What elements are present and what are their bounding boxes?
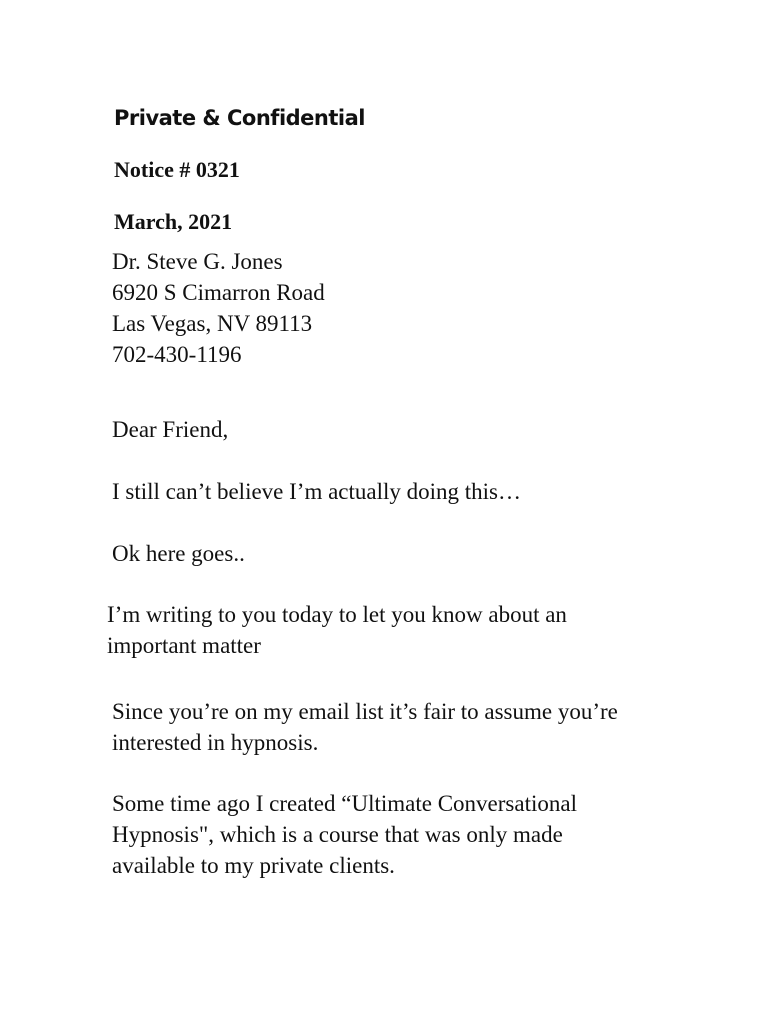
- letter-date: March, 2021: [114, 209, 233, 234]
- paragraph-2: Ok here goes..: [112, 541, 245, 566]
- salutation: Dear Friend,: [112, 417, 229, 442]
- paragraph-5-line: available to my private clients.: [112, 853, 395, 878]
- paragraph-1: I still can’t believe I’m actually doing this…: [112, 479, 522, 504]
- sender-city: Las Vegas, NV 89113: [112, 311, 313, 336]
- sender-name: Dr. Steve G. Jones: [112, 249, 283, 274]
- paragraph-5: [112, 788, 577, 881]
- notice-number: Notice # 0321: [114, 157, 240, 182]
- sender-phone: 702-430-1196: [112, 342, 242, 367]
- sender-street: 6920 S Cimarron Road: [112, 280, 325, 305]
- paragraph-5-line: Hypnosis", which is a course that was only made: [112, 822, 563, 847]
- paragraph-4-line: interested in hypnosis.: [112, 730, 319, 755]
- sender-address: [112, 246, 325, 370]
- paragraph-4-line: Since you’re on my email list it’s fair to assume you’re: [112, 699, 618, 724]
- paragraph-3-line: important matter: [107, 633, 261, 658]
- paragraph-3: [107, 599, 567, 661]
- paragraph-5-line: Some time ago I created “Ultimate Conversational: [112, 791, 577, 816]
- confidential-heading: Private & Confidential: [114, 106, 365, 130]
- paragraph-4: [112, 696, 618, 758]
- paragraph-3-line: I’m writing to you today to let you know about an: [107, 602, 567, 627]
